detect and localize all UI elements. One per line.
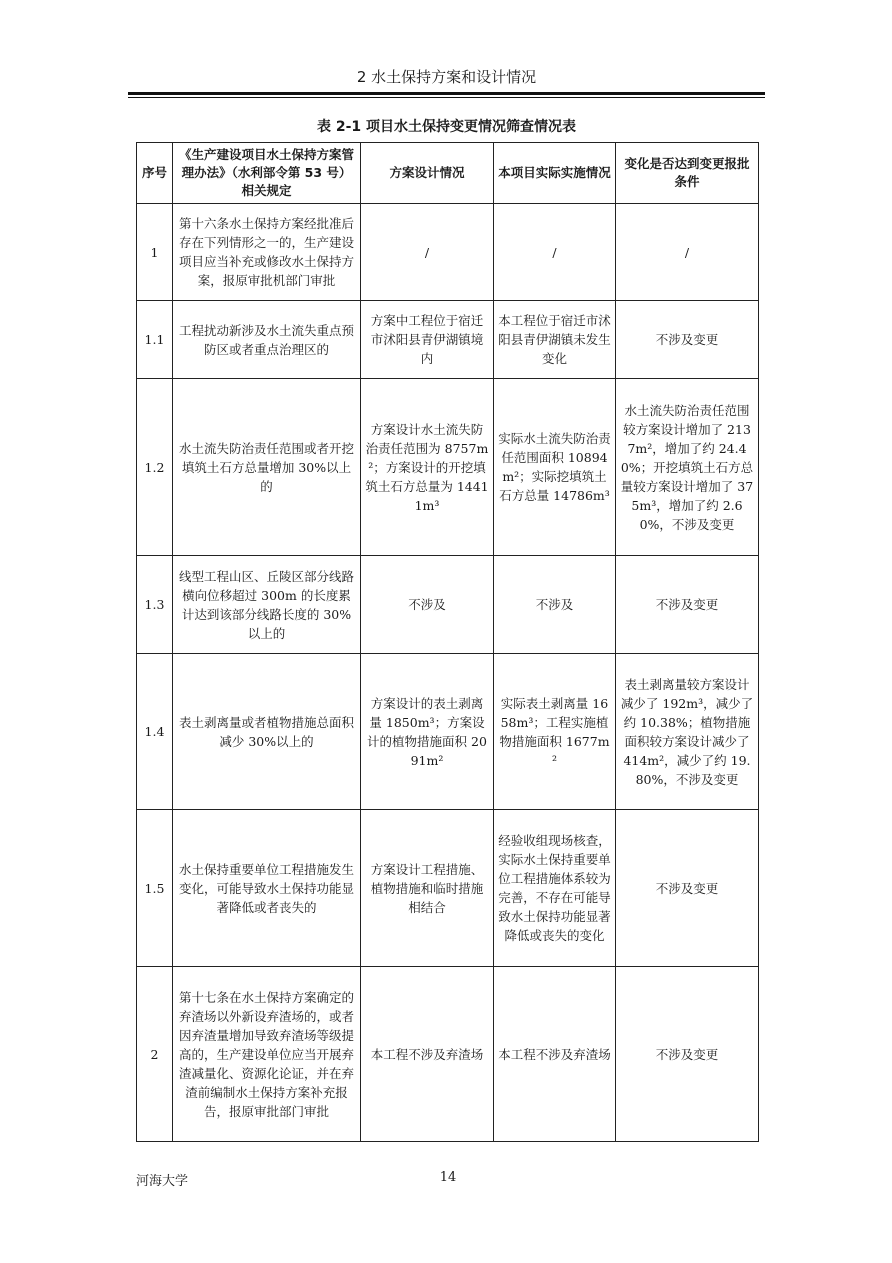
cell-actual: / [494,204,616,301]
cell-design: 方案中工程位于宿迁市沭阳县青伊湖镇境内 [361,301,494,379]
cell-actual: 本工程不涉及弃渣场 [494,967,616,1142]
header-result: 变化是否达到变更报批条件 [616,143,759,204]
cell-actual: 实际水土流失防治责任范围面积 10894m²；实际挖填筑土石方总量 14786m³ [494,379,616,556]
table-header-row [137,143,759,204]
cell-rule: 水土保持重要单位工程措施发生变化，可能导致水土保持功能显著降低或者丧失的 [173,810,361,967]
cell-actual: 本工程位于宿迁市沭阳县青伊湖镇未发生变化 [494,301,616,379]
cell-design: 不涉及 [361,556,494,654]
header-rule: 《生产建设项目水土保持方案管理办法》（水利部令第 53 号）相关规定 [173,143,361,204]
table-row [137,810,759,967]
cell-result: / [616,204,759,301]
cell-design: 方案设计工程措施、植物措施和临时措施相结合 [361,810,494,967]
table-row [137,654,759,810]
cell-no: 1.4 [137,654,173,810]
table-row [137,967,759,1142]
cell-no: 1.5 [137,810,173,967]
page-header-title: 2 水土保持方案和设计情况 [356,68,537,86]
cell-actual: 不涉及 [494,556,616,654]
cell-no: 1 [137,204,173,301]
cell-design: / [361,204,494,301]
cell-design: 方案设计的表土剥离量 1850m³；方案设计的植物措施面积 2091m² [361,654,494,810]
cell-actual: 经验收组现场核查，实际水土保持重要单位工程措施体系较为完善，不存在可能导致水土保持功能显著降低或丧失的变化 [494,810,616,967]
table-row [137,556,759,654]
cell-no: 1.1 [137,301,173,379]
table-row [137,204,759,301]
cell-no: 1.2 [137,379,173,556]
header-rule-thin [128,97,765,98]
cell-rule: 水土流失防治责任范围或者开挖填筑土石方总量增加 30%以上的 [173,379,361,556]
cell-result: 表土剥离量较方案设计减少了 192m³，减少了约 10.38%；植物措施面积较方案设计减少了 414m²，减少了约 19.80%，不涉及变更 [616,654,759,810]
header-design: 方案设计情况 [361,143,494,204]
cell-result: 不涉及变更 [616,301,759,379]
cell-actual: 实际表土剥离量 1658m³；工程实施植物措施面积 1677m² [494,654,616,810]
cell-rule: 线型工程山区、丘陵区部分线路横向位移超过 300m 的长度累计达到该部分线路长度的 30%以上的 [173,556,361,654]
cell-rule: 第十六条水土保持方案经批准后存在下列情形之一的，生产建设项目应当补充或修改水土保持方案，报原审批机部门审批 [173,204,361,301]
cell-result: 不涉及变更 [616,967,759,1142]
change-screening-table [136,142,759,1142]
cell-design: 方案设计水土流失防治责任范围为 8757m²；方案设计的开挖填筑土石方总量为 14411m³ [361,379,494,556]
cell-result: 不涉及变更 [616,556,759,654]
header-no: 序号 [137,143,173,204]
header-rule-thick [128,92,765,95]
cell-rule: 表土剥离量或者植物措施总面积减少 30%以上的 [173,654,361,810]
cell-design: 本工程不涉及弃渣场 [361,967,494,1142]
cell-rule: 工程扰动新涉及水土流失重点预防区或者重点治理区的 [173,301,361,379]
page-number: 14 [439,1170,457,1185]
header-actual: 本项目实际实施情况 [494,143,616,204]
cell-no: 2 [137,967,173,1142]
table-caption: 表 2-1 项目水土保持变更情况筛查情况表 [316,119,577,135]
table-row [137,301,759,379]
cell-result: 水土流失防治责任范围较方案设计增加了 2137m²，增加了约 24.40%；开挖填筑土石方总量较方案设计增加了 375m³，增加了约 2.60%，不涉及变更 [616,379,759,556]
cell-result: 不涉及变更 [616,810,759,967]
cell-rule: 第十七条在水土保持方案确定的弃渣场以外新设弃渣场的，或者因弃渣量增加导致弃渣场等级提高的，生产建设单位应当开展弃渣减量化、资源化论证，并在弃渣前编制水土保持方案补充报告，报原审批部门审批 [173,967,361,1142]
cell-no: 1.3 [137,556,173,654]
footer-organization: 河海大学 [136,1174,189,1189]
table-row [137,379,759,556]
